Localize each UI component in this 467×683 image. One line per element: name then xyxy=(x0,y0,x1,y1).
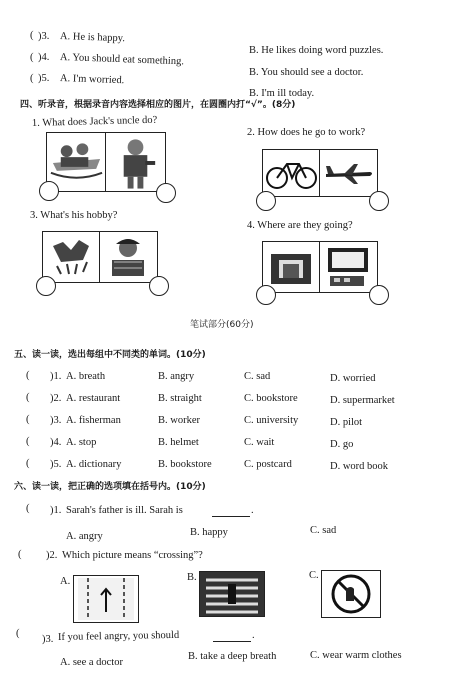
s6-q2-option-c: C. xyxy=(309,570,319,581)
s4-q2: 2. How does he go to work? xyxy=(247,127,366,138)
s6-q1-option-c: C. sad xyxy=(310,525,337,536)
s4-q1: 1. What does Jack's uncle do? xyxy=(31,114,158,129)
answer-paren[interactable]: ( xyxy=(30,52,34,63)
s6-q2-text: Which picture means “crossing”? xyxy=(62,550,203,561)
s6-q1-option-b: B. happy xyxy=(190,527,228,538)
crossing-sign-a xyxy=(73,575,139,623)
s6-q3-text: If you feel angry, you should xyxy=(57,629,180,643)
q4-option-b: B. You should see a doctor. xyxy=(249,67,364,78)
s5-option-a: A. dictionary xyxy=(66,459,122,470)
s4-q3: 3. What's his hobby? xyxy=(30,210,118,221)
s5-option-a: A. fisherman xyxy=(66,415,121,426)
s5-option-d: D. supermarket xyxy=(330,395,395,406)
s5-option-d: D. go xyxy=(330,439,354,450)
s5-option-a: A. breath xyxy=(66,371,106,382)
answer-paren[interactable]: ( xyxy=(26,436,30,447)
s5-option-d: D. worried xyxy=(330,373,376,384)
crossing-sign-b xyxy=(199,571,265,617)
place-picture-a xyxy=(263,242,320,292)
s5-option-c: C. wait xyxy=(244,437,275,448)
q4-number: )4. xyxy=(38,52,50,63)
answer-paren[interactable]: ( xyxy=(16,628,20,639)
answer-paren[interactable]: ( xyxy=(30,30,34,41)
answer-circle[interactable] xyxy=(149,276,169,296)
s5-row-number: )4. xyxy=(50,437,62,448)
q5-option-b: B. I'm ill today. xyxy=(249,88,315,99)
answer-paren[interactable]: ( xyxy=(26,458,30,469)
section5-title: 五、读一读，选出每组中不同类的单词。(10分) xyxy=(14,350,206,360)
s6-q2-option-a: A. xyxy=(60,576,71,587)
s5-row-number: )1. xyxy=(50,371,62,382)
s6-q3-end: . xyxy=(252,630,255,641)
airplane-picture xyxy=(319,150,377,196)
reading-picture xyxy=(99,232,157,282)
s5-option-a: A. stop xyxy=(66,437,97,448)
s5-option-c: C. university xyxy=(244,415,299,426)
s5-option-c: C. bookstore xyxy=(244,393,298,404)
q5-option-a: A. I'm worried. xyxy=(59,73,125,87)
answer-circle[interactable] xyxy=(156,183,176,203)
q3-option-b: B. He likes doing word puzzles. xyxy=(249,45,384,56)
answer-circle[interactable] xyxy=(369,191,389,211)
section4-title: 四、听录音，根据录音内容选择相应的图片，在圆圈内打“√”。(8分) xyxy=(20,100,296,110)
s4-q1-pictures xyxy=(46,132,166,192)
s5-row-number: )5. xyxy=(50,459,62,470)
q3-number: )3. xyxy=(38,31,50,42)
s6-q3-option-c: C. wear warm clothes xyxy=(310,650,402,661)
q5-number: )5. xyxy=(38,73,50,84)
s5-option-a: A. restaurant xyxy=(66,393,121,404)
s4-q2-pictures xyxy=(262,149,378,197)
s5-option-b: B. straight xyxy=(158,393,202,404)
worker-picture xyxy=(105,133,165,191)
s5-option-c: C. postcard xyxy=(244,459,292,470)
answer-circle[interactable] xyxy=(369,285,389,305)
answer-paren[interactable]: ( xyxy=(26,414,30,425)
s5-option-b: B. bookstore xyxy=(158,459,212,470)
no-entry-sign-c xyxy=(321,570,381,618)
s6-q3-option-b: B. take a deep breath xyxy=(188,651,277,662)
s5-option-d: D. pilot xyxy=(330,417,363,428)
place-picture-b xyxy=(319,242,377,292)
s6-q1-number: )1. xyxy=(50,505,62,516)
answer-circle[interactable] xyxy=(39,181,59,201)
s6-q3-option-a: A. see a doctor xyxy=(60,657,123,668)
answer-paren[interactable]: ( xyxy=(26,503,30,514)
s5-row-number: )2. xyxy=(50,393,62,404)
s5-option-b: B. helmet xyxy=(158,437,199,448)
answer-blank[interactable] xyxy=(213,630,251,642)
q4-option-a: A. You should eat something. xyxy=(59,52,185,68)
s6-q2-option-b: B. xyxy=(187,572,197,583)
answer-paren[interactable]: ( xyxy=(30,73,34,84)
s5-option-b: B. worker xyxy=(158,415,200,426)
s4-q4-pictures xyxy=(262,241,378,293)
s6-q1-end: . xyxy=(251,505,254,516)
s6-q1-option-a: A. angry xyxy=(66,531,103,542)
answer-paren[interactable]: ( xyxy=(18,549,22,560)
s4-q3-pictures xyxy=(42,231,158,283)
bicycle-picture xyxy=(263,150,320,196)
answer-blank[interactable] xyxy=(212,505,250,517)
s4-q4: 4. Where are they going? xyxy=(247,220,353,231)
q3-option-a: A. He is happy. xyxy=(59,31,126,45)
s5-option-d: D. word book xyxy=(330,461,389,472)
section6-title: 六、读一读，把正确的选项填在括号内。(10分) xyxy=(14,482,206,492)
pilot-picture xyxy=(47,133,106,191)
s6-q2-number: )2. xyxy=(46,550,58,561)
answer-circle[interactable] xyxy=(256,285,276,305)
s5-option-c: C. sad xyxy=(244,371,271,382)
s6-q1-text: Sarah's father is ill. Sarah is xyxy=(66,505,183,516)
s5-option-b: B. angry xyxy=(158,371,195,382)
s6-q3-number: )3. xyxy=(42,634,54,645)
answer-paren[interactable]: ( xyxy=(26,370,30,381)
s5-row-number: )3. xyxy=(50,415,62,426)
answer-circle[interactable] xyxy=(256,191,276,211)
answer-paren[interactable]: ( xyxy=(26,392,30,403)
hobby-picture-a xyxy=(43,232,100,282)
written-part-title: 笔试部分(60分) xyxy=(190,320,254,330)
answer-circle[interactable] xyxy=(36,276,56,296)
